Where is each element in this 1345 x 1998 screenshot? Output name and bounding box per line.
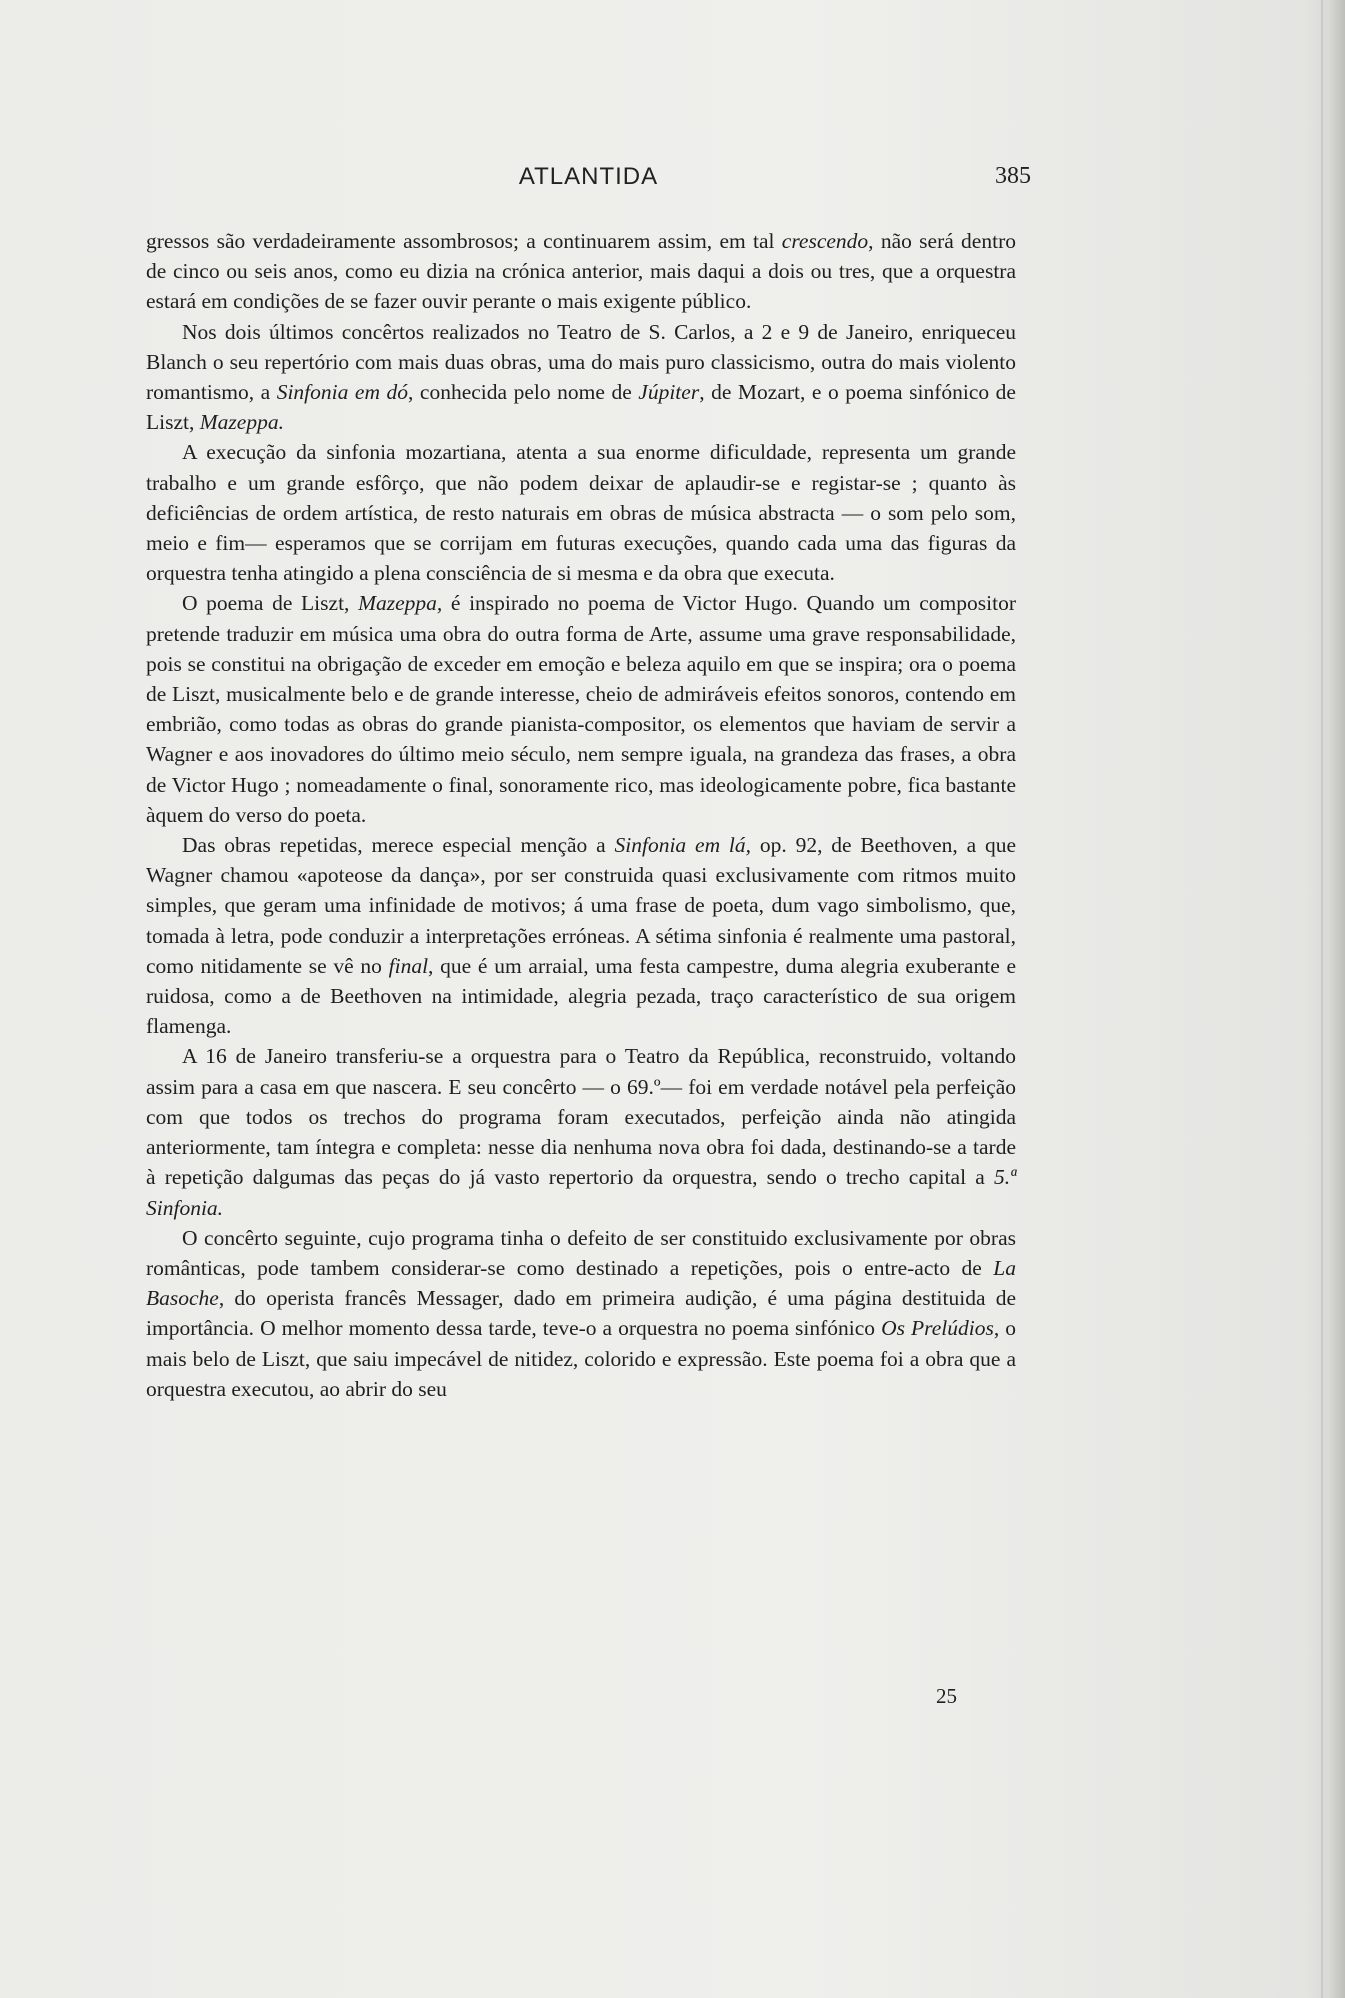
italic-text: Sinfonia em lá, <box>614 833 752 858</box>
italic-text: Sinfonia em dó <box>276 380 409 405</box>
italic-text: La Basoche <box>146 1255 1016 1311</box>
italic-text: final <box>388 953 429 978</box>
text-run: , de Mozart, e o poema sinfónico de Liszt, <box>146 380 1016 435</box>
paragraph <box>146 830 1016 1041</box>
text-run: A 16 de Janeiro transferiu-se a orquestra para o Teatro da República, reconstruido, voltando assim para a casa em que nascera. E seu concêrto — o 69.º— foi em verdade notável pela perfeição com que todos os trechos do programa foram executados, perfeição ainda não atingida anteriormente, tam íntegra e completa: nesse dia nenhuma nova obra foi dada, destinando-se a tarde à repetição dalgumas das peças do já vasto repertorio da orquestra, sendo o trecho capital a <box>146 1044 1016 1190</box>
running-title: ATLANTIDA <box>518 163 659 190</box>
italic-text: crescendo <box>781 229 869 253</box>
page-number: 385 <box>995 163 1031 189</box>
italic-text: Os Prelúdios <box>881 1316 994 1341</box>
paragraph <box>146 317 1016 438</box>
paragraph <box>146 1041 1016 1222</box>
paragraph <box>146 1223 1016 1404</box>
text-run: , do operista francês Messager, dado em primeira audição, é uma página destituida de importância. O melhor momento dessa tarde, teve-o a orquestra no poema sinfónico <box>146 1286 1016 1341</box>
text-run: O concêrto seguinte, cujo programa tinha o defeito de ser constituido exclusivamente por obras românticas, pode tambem considerar-se como destinado a repetições, pois o entre-acto de <box>146 1225 1016 1280</box>
italic-text: Mazeppa. <box>199 410 284 435</box>
article-body <box>146 226 1016 1404</box>
italic-text: 5.ª Sinfonia. <box>146 1165 1016 1220</box>
text-run: Nos dois últimos concêrtos realizados no Teatro de S. Carlos, a 2 e 9 de Janeiro, enriqueceu Blanch o seu repertório com mais duas obras, uma do mais puro classicismo, outra do mais violento romantismo, a <box>146 319 1016 405</box>
text-run: O poema de Liszt, <box>182 591 359 616</box>
paragraph <box>146 588 1016 830</box>
text-run: gressos são verdadeiramente assombrosos; a continuarem assim, em tal <box>146 229 782 253</box>
text-run: A execução da sinfonia mozartiana, atenta a sua enorme dificuldade, representa um grande trabalho e um grande esfôrço, que não podem deixar de aplaudir-se e registar-se ; quanto às deficiências de ordem artística, de resto naturais em obras de música abstracta — o som pelo som, meio e fim— esperamos que se corrijam em futuras execuções, quando cada uma das figuras da orquestra tenha atingido a plena consciência de si mesma e da obra que executa. <box>146 440 1016 586</box>
running-header <box>146 163 1031 197</box>
text-run: é inspirado no poema de Victor Hugo. Quando um compositor pretende traduzir em música uma obra do outra forma de Arte, assume uma grave responsabilidade, pois se constitui na obrigação de exceder em emoção e beleza aquilo em que se inspira; ora o poema de Liszt, musicalmente belo e de grande interesse, cheio de admiráveis efeitos sonoros, contendo em embrião, como todas as obras do grande pianista-compositor, os elementos que haviam de servir a Wagner e aos inovadores do último meio século, nem sempre iguala, na grandeza das frases, a obra de Victor Hugo ; nomeadamente o final, sonoramente rico, mas ideologicamente pobre, fica bastante àquem do verso do poeta. <box>146 591 1017 827</box>
page-edge-shadow <box>1329 0 1345 1998</box>
italic-text: Júpiter <box>638 380 700 405</box>
text-run: , o mais belo de Liszt, que saiu impecável de nitidez, colorido e expressão. Este poema foi a obra que a orquestra executou, ao abrir do seu <box>146 1316 1017 1401</box>
page-edge-line <box>1321 0 1323 1998</box>
text-run: , conhecida pelo nome de <box>408 380 639 405</box>
text-run: , que é um arraial, uma festa campestre, duma alegria exuberante e ruidosa, como a de Beethoven na intimidade, alegria pezada, traço característico de sua origem flamenga. <box>146 953 1017 1039</box>
text-run: Das obras repetidas, merece especial menção a <box>182 833 615 858</box>
signature-mark: 25 <box>936 1684 957 1708</box>
paragraph <box>146 437 1016 588</box>
text-run: , não será dentro de cinco ou seis anos, como eu dizia na crónica anterior, mais daqui a dois ou tres, que a orquestra estará em condições de se fazer ouvir perante o mais exigente público. <box>146 229 1016 314</box>
text-run: op. 92, de Beethoven, a que Wagner chamou «apoteose da dança», por ser construida quasi exclusivamente com ritmos muito simples, que geram uma infinidade de motivos; á uma frase de poeta, dum vago simbolismo, que, tomada à letra, pode conduzir a interpretações erróneas. A sétima sinfonia é realmente uma pastoral, como nitidamente se vê no <box>146 833 1016 978</box>
paragraph <box>146 226 1016 317</box>
italic-text: Mazeppa, <box>358 591 443 616</box>
